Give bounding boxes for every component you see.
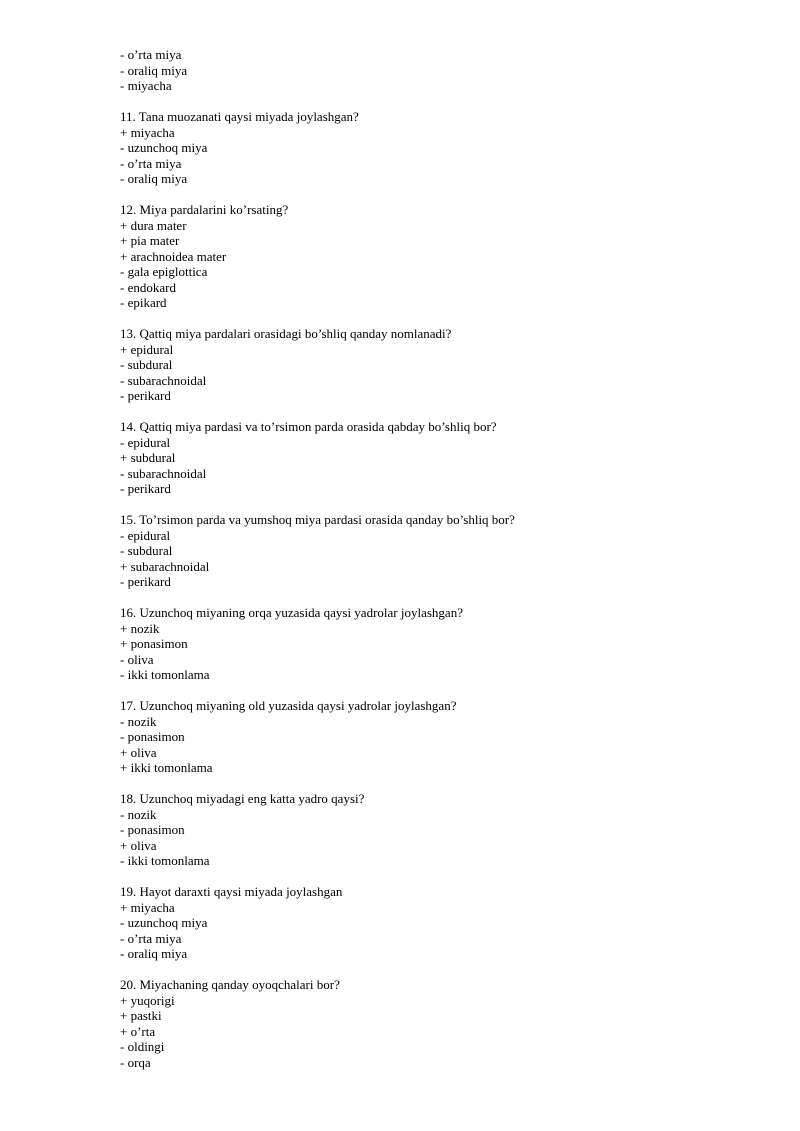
option-line: - subarachnoidal: [120, 465, 207, 481]
option-line: - oraliq miya: [120, 171, 188, 186]
question-block-15: [120, 512, 740, 590]
document-page: [120, 47, 740, 1086]
question-text: 15. To’rsimon parda va yumshoq miya pardasi orasida qanday bo’shliq bor?: [120, 512, 515, 527]
option-line: - epidural: [120, 527, 171, 543]
question-text: 12. Miya pardalarini ko’rsating?: [120, 202, 289, 217]
option-line: + miyacha: [120, 124, 175, 140]
option-line: - o’rta miya: [120, 930, 182, 946]
option-line: - ponasimon: [120, 822, 185, 837]
option-line: - oraliq miya: [120, 946, 188, 961]
option-line: - epikard: [120, 295, 167, 310]
question-block-12: [120, 202, 740, 311]
option-line: + yuqorigi: [120, 992, 175, 1008]
question-block-11: [120, 109, 740, 187]
question-text: 17. Uzunchoq miyaning old yuzasida qaysi yadrolar joylashgan?: [120, 698, 457, 713]
option-line: + subdural: [120, 450, 176, 465]
option-line: - miyacha: [120, 78, 172, 93]
option-line: + dura mater: [120, 217, 187, 233]
option-line: + oliva: [120, 744, 157, 760]
question-block-13: [120, 326, 740, 404]
option-line: - orqa: [120, 1054, 151, 1070]
option-line: - ikki tomonlama: [120, 667, 210, 682]
option-line: + nozik: [120, 620, 160, 636]
question-text: 14. Qattiq miya pardasi va to’rsimon parda orasida qabday bo’shliq bor?: [120, 419, 497, 434]
option-line: + subarachnoidal: [120, 558, 210, 574]
option-line: - oraliq miya: [120, 62, 188, 78]
option-line: + pia mater: [120, 233, 180, 248]
option-line: - gala epiglottica: [120, 264, 208, 279]
question-text: 19. Hayot daraxti qaysi miyada joylashgan: [120, 884, 343, 899]
option-line: - perikard: [120, 388, 171, 403]
option-line: - ponasimon: [120, 729, 185, 744]
option-line: - nozik: [120, 806, 157, 822]
question-text: 11. Tana muozanati qaysi miyada joylashgan?: [120, 109, 359, 124]
option-line: + arachnoidea mater: [120, 248, 227, 264]
option-line: - uzunchoq miya: [120, 140, 208, 155]
option-line: - oliva: [120, 651, 154, 667]
option-line: + ikki tomonlama: [120, 760, 213, 775]
option-line: - oldingi: [120, 1039, 165, 1054]
option-line: - endokard: [120, 279, 176, 295]
option-line: - subdural: [120, 357, 173, 372]
option-line: - perikard: [120, 574, 171, 589]
option-line: - ikki tomonlama: [120, 853, 210, 868]
option-line: + ponasimon: [120, 636, 188, 651]
option-line: - epidural: [120, 434, 171, 450]
option-line: + pastki: [120, 1008, 162, 1023]
question-block-14: [120, 419, 740, 497]
option-line: - nozik: [120, 713, 157, 729]
question-block-20: [120, 977, 740, 1070]
option-line: - subarachnoidal: [120, 372, 207, 388]
question-text: 20. Miyachaning qanday oyoqchalari bor?: [120, 977, 340, 992]
question-text: 13. Qattiq miya pardalari orasidagi bo’shliq qanday nomlanadi?: [120, 326, 452, 341]
question-block-19: [120, 884, 740, 962]
option-line: + oliva: [120, 837, 157, 853]
question-block-17: [120, 698, 740, 776]
fragment-block: [120, 47, 740, 94]
option-line: + o’rta: [120, 1023, 156, 1039]
option-line: - perikard: [120, 481, 171, 496]
option-line: - o’rta miya: [120, 155, 182, 171]
question-text: 16. Uzunchoq miyaning orqa yuzasida qaysi yadrolar joylashgan?: [120, 605, 463, 620]
option-line: + miyacha: [120, 899, 175, 915]
option-line: - uzunchoq miya: [120, 915, 208, 930]
question-text: 18. Uzunchoq miyadagi eng katta yadro qaysi?: [120, 791, 365, 806]
question-block-18: [120, 791, 740, 869]
option-line: - subdural: [120, 543, 173, 558]
option-line: - o’rta miya: [120, 47, 182, 62]
question-block-16: [120, 605, 740, 683]
option-line: + epidural: [120, 341, 174, 357]
